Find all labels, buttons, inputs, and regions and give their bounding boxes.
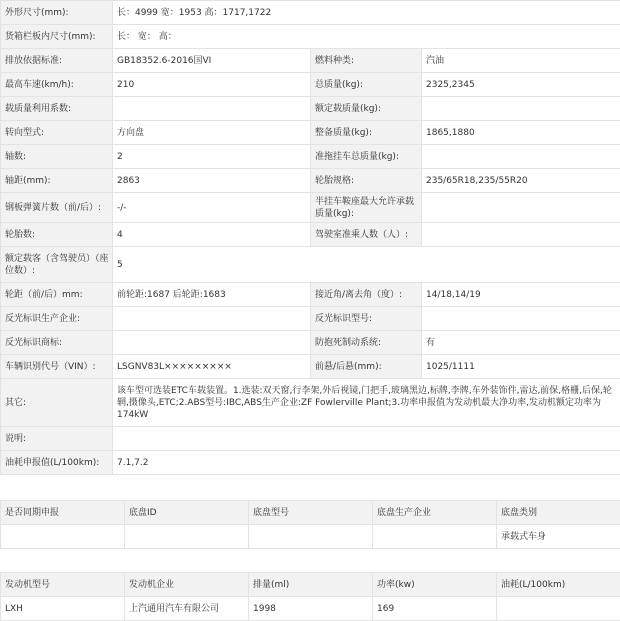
spec-row-cargo: [1, 25, 620, 49]
steering-label: 转向型式:: [1, 121, 113, 145]
cargo-value: 长： 宽： 高：: [113, 25, 620, 49]
spec-row-spring: [1, 193, 620, 223]
engine-header-cell: 排量(ml): [249, 573, 373, 597]
fuel-value: 汽油: [422, 49, 620, 73]
saddle-value: [422, 193, 620, 223]
maxspeed-value: 210: [113, 73, 311, 97]
tire-label: 轮胎规格:: [311, 169, 422, 193]
chassis-table: [0, 500, 620, 549]
note-value: [113, 427, 620, 451]
spec-row-seats: [1, 247, 620, 283]
tirecount-value: 4: [113, 223, 311, 247]
vin-value: LSGNV83L×××××××××: [113, 355, 311, 379]
spec-row-dimensions: [1, 1, 620, 25]
chassis-cell: [1, 525, 125, 549]
reflect-company-value: [113, 307, 311, 331]
axles-label: 轴数:: [1, 145, 113, 169]
spec-row-wheelbase: [1, 169, 620, 193]
loadutil-label: 载质量利用系数:: [1, 97, 113, 121]
note-label: 说明:: [1, 427, 113, 451]
saddle-label: 半挂车鞍座最大允许承载质量(kg):: [311, 193, 422, 223]
chassis-header-cell: 底盘类别: [497, 501, 620, 525]
steering-value: 方向盘: [113, 121, 311, 145]
axles-value: 2: [113, 145, 311, 169]
chassis-header-cell: 底盘ID: [125, 501, 249, 525]
spec-row-steering: [1, 121, 620, 145]
engine-cell: 1998: [249, 597, 373, 621]
reflect-model-label: 反光标识型号:: [311, 307, 422, 331]
ratedload-label: 额定载质量(kg):: [311, 97, 422, 121]
spec-row-vin: [1, 355, 620, 379]
engine-header-row: [1, 573, 620, 597]
loadutil-value: [113, 97, 311, 121]
trailer-label: 准拖挂车总质量(kg):: [311, 145, 422, 169]
engine-cell: 169: [373, 597, 497, 621]
wheelbase-label: 轴距(mm):: [1, 169, 113, 193]
spec-row-tirecount: [1, 223, 620, 247]
reflect-brand-value: [113, 331, 311, 355]
vin-label: 车辆识别代号（VIN）:: [1, 355, 113, 379]
engine-header-cell: 功率(kw): [373, 573, 497, 597]
chassis-cell: 承载式车身: [497, 525, 620, 549]
spec-row-axles: [1, 145, 620, 169]
grossmass-label: 总质量(kg):: [311, 73, 422, 97]
dimensions-value: 长：4999 宽：1953 高：1717,1722: [113, 1, 620, 25]
angle-label: 接近角/离去角（度）:: [311, 283, 422, 307]
fuel-label: 燃料种类:: [311, 49, 422, 73]
wheelbase-value: 2863: [113, 169, 311, 193]
chassis-header-cell: 底盘型号: [249, 501, 373, 525]
reflect-model-value: [422, 307, 620, 331]
spec-row-reflect-co: [1, 307, 620, 331]
ratedload-value: [422, 97, 620, 121]
engine-header-cell: 发动机企业: [125, 573, 249, 597]
chassis-cell: [373, 525, 497, 549]
seats-value: 5: [113, 247, 620, 283]
spec-row-track: [1, 283, 620, 307]
engine-data-row: [1, 597, 620, 621]
tire-value: 235/65R18,235/55R20: [422, 169, 620, 193]
abs-value: 有: [422, 331, 620, 355]
overhang-label: 前悬/后悬(mm):: [311, 355, 422, 379]
abs-label: 防抱死制动系统:: [311, 331, 422, 355]
fuelcons-value: 7.1,7.2: [113, 451, 620, 475]
curbmass-label: 整备质量(kg):: [311, 121, 422, 145]
other-value: 该车型可选装ETC车载装置。1.选装:双天窗,行李架,外后视镜,门把手,玻璃黑边,标牌,李牌,车外装饰件,雷达,前保,格栅,后保,轮辋,摄像头,ETC;2.ABS型号:IBC,ABS生产企业:ZF Fowlerville Plant;3.功率申报值为发动机最大净功率,发动机额定功率为174kW: [113, 379, 620, 427]
emission-label: 排放依据标准:: [1, 49, 113, 73]
spec-row-maxspeed: [1, 73, 620, 97]
overhang-value: 1025/1111: [422, 355, 620, 379]
chassis-cell: [125, 525, 249, 549]
track-value: 前轮距:1687 后轮距:1683: [113, 283, 311, 307]
other-label: 其它:: [1, 379, 113, 427]
trailer-value: [422, 145, 620, 169]
maxspeed-label: 最高车速(km/h):: [1, 73, 113, 97]
engine-table: [0, 572, 620, 621]
curbmass-value: 1865,1880: [422, 121, 620, 145]
tirecount-label: 轮胎数:: [1, 223, 113, 247]
cabpass-label: 驾驶室准乘人数（人）:: [311, 223, 422, 247]
cabpass-value: [422, 223, 620, 247]
grossmass-value: 2325,2345: [422, 73, 620, 97]
emission-value: GB18352.6-2016国VI: [113, 49, 311, 73]
fuelcons-label: 油耗申报值(L/100km):: [1, 451, 113, 475]
cargo-label: 货箱栏板内尺寸(mm):: [1, 25, 113, 49]
spec-row-other: [1, 379, 620, 427]
spec-row-fuelcons: [1, 451, 620, 475]
reflect-company-label: 反光标识生产企业:: [1, 307, 113, 331]
spec-row-emission: [1, 49, 620, 73]
chassis-cell: [249, 525, 373, 549]
spec-row-reflect-brand: [1, 331, 620, 355]
spring-label: 钢板弹簧片数（前/后）:: [1, 193, 113, 223]
chassis-data-row: [1, 525, 620, 549]
engine-header-cell: 发动机型号: [1, 573, 125, 597]
spec-row-note: [1, 427, 620, 451]
angle-value: 14/18,14/19: [422, 283, 620, 307]
engine-cell: [497, 597, 620, 621]
reflect-brand-label: 反光标识商标:: [1, 331, 113, 355]
track-label: 轮距（前/后）mm:: [1, 283, 113, 307]
engine-cell: LXH: [1, 597, 125, 621]
engine-cell: 上汽通用汽车有限公司: [125, 597, 249, 621]
seats-label: 额定载客（含驾驶员）（座位数）:: [1, 247, 113, 283]
dimensions-label: 外形尺寸(mm):: [1, 1, 113, 25]
chassis-header-row: [1, 501, 620, 525]
chassis-header-cell: 底盘生产企业: [373, 501, 497, 525]
spec-row-loadutil: [1, 97, 620, 121]
chassis-header-cell: 是否同期申报: [1, 501, 125, 525]
engine-header-cell: 油耗(L/100km): [497, 573, 620, 597]
spring-value: -/-: [113, 193, 311, 223]
